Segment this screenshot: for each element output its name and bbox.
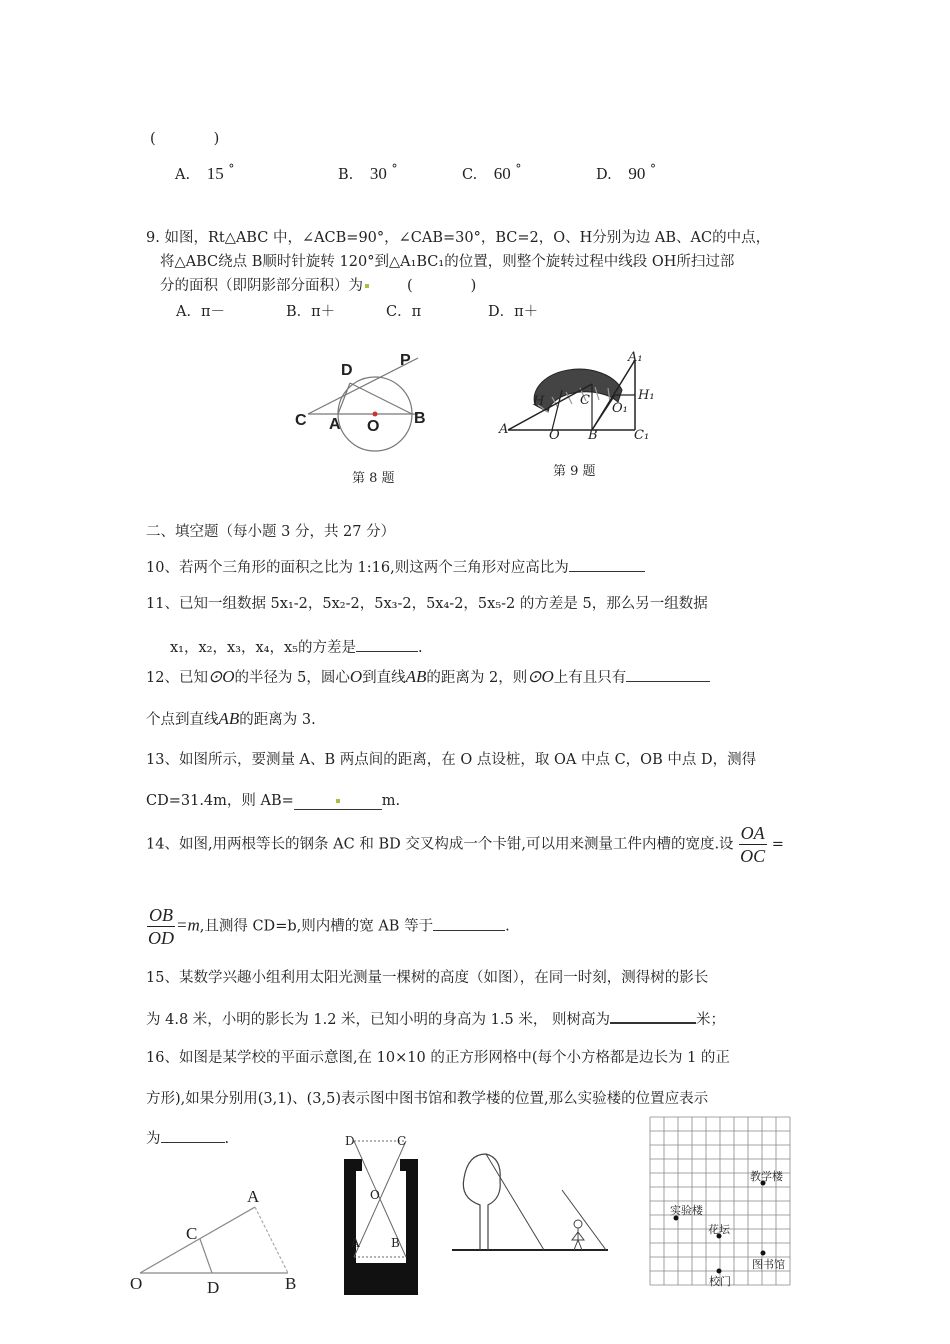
fig9-label-c1: C₁ [634,428,650,443]
figB-label-b: B [391,1236,400,1250]
q13-line1: 13、如图所示，要测量 A、B 两点间的距离，在 O 点设桩，取 OA 中点 C，OB 中点 D，测得 [146,752,757,768]
fig8-label-p: P [400,352,411,369]
q16-line3: 为 . [146,1131,230,1147]
q9-option-a: A．π－ [176,304,226,320]
q16-line1: 16、如图是某学校的平面示意图,在 10×10 的正方形网格中(每个小方格都是边长为 1 的正 [146,1050,730,1066]
figA-ab [255,1207,288,1273]
q11-line1: 11、已知一组数据 5x₁-2，5x₂-2，5x₃-2，5x₄-2，5x₅-2 的方差是 5，那么另一组数据 [146,596,708,612]
figure-calipers [340,1135,420,1297]
figC-person-body [572,1228,584,1250]
q12-blank[interactable] [626,681,710,682]
figC-tree-ray [486,1154,544,1250]
q9-line1: 9. 如图，Rt△ABC 中，∠ACB=90°，∠CAB=30°，BC=2，O、H分别为边 AB、AC的中点， [146,230,771,246]
fig8-caption: 第 8 题 [352,471,395,486]
q15-blank[interactable] [610,1022,696,1024]
q8-option-d: D. 90 ° [596,162,656,183]
fraction-oa-oc: $\frac{OA}{OC}$ [740,823,766,866]
figC-person-head [574,1220,582,1228]
q13-line2: CD=31.4m，则 AB= m. [146,793,401,809]
figure-tree-shadow [450,1150,610,1255]
q9-option-c: C．π [386,304,422,320]
q8-option-a: A. 15 ° [175,162,235,183]
figA-label-b: B [285,1274,297,1293]
figA-label-o: O [130,1274,143,1293]
q11-blank[interactable] [356,651,418,652]
figA-label-d: D [207,1278,220,1297]
mark-dot [365,284,369,288]
fig8-label-a: A [329,416,341,433]
grid-label-school-gate: 校门 [709,1275,731,1288]
grid-label-library: 图书馆 [752,1258,785,1271]
figA-oa [140,1207,255,1273]
fig9-label-b: B [588,428,598,443]
q13-blank[interactable] [294,793,382,810]
fig8-chord-da [338,383,350,414]
q9-line3: 分的面积（即阴影部分面积）为 ( ) [160,278,477,294]
q9-option-d: D．π＋ [488,304,539,320]
fig8-label-c: C [295,412,307,429]
figA-cd [200,1239,212,1273]
fig8-chord-db [350,383,412,414]
mark-dot [336,799,340,803]
q15-line1: 15、某数学兴趣小组利用太阳光测量一棵树的高度（如图），在同一时刻，测得树的影长 [146,970,709,986]
q16-blank[interactable] [161,1142,225,1143]
figB-label-c: C [397,1134,407,1148]
fig9-label-h1: H₁ [638,388,655,403]
q8-option-b: B. 30 ° [338,162,398,183]
fig9-label-a: A [499,422,509,437]
q9-line2: 将△ABC绕点 B顺时针旋转 120°到△A₁BC₁的位置，则整个旋转过程中线段 OH所扫过部 [160,254,735,270]
figB-label-d: D [345,1134,355,1148]
figC-person-ray [562,1190,606,1250]
grid-label-lab-building: 实验楼 [670,1204,703,1217]
fig8-label-b: B [414,410,426,427]
q9-option-b: B．π＋ [286,304,336,320]
figA-label-c: C [186,1224,198,1243]
fig8-label-o: O [367,418,380,435]
q15-line2: 为 4.8 米，小明的影长为 1.2 米，已知小明的身高为 1.5 米， 则树高为 米； [146,1012,725,1028]
q11-line2: x₁，x₂，x₃，x₄，x₅的方差是 . [170,640,423,656]
fig9-label-o: O [549,428,560,443]
dot-library [761,1251,766,1256]
fig9-label-a1: A₁ [628,350,643,365]
q10-blank[interactable] [569,571,645,572]
fig9-label-h: H [533,394,545,409]
q10: 10、若两个三角形的面积之比为 1:16,则这两个三角形对应高比为 [146,556,645,577]
figB-label-a: A [351,1236,360,1250]
fig9-label-c: C [580,393,590,408]
circle-o-symbol: ⊙O [207,667,235,686]
grid-label-teaching-building: 教学楼 [750,1170,783,1183]
q12-line1: 12、已知⊙O的半径为 5，圆心O到直线AB的距离为 2，则⊙O上有且只有 [146,666,710,687]
section-heading: 二、填空题（每小题 3 分，共 27 分） [146,524,396,540]
figA-label-a: A [247,1187,260,1206]
figB-label-o: O [370,1188,380,1202]
figB-workpiece [344,1159,418,1295]
fig9-caption: 第 9 题 [553,464,596,479]
q8-answer-paren: ( ) [150,131,220,147]
fig9-label-o1: O₁ [612,401,628,416]
circle-o-symbol: ⊙O [527,667,554,686]
fig8-center [373,412,378,417]
fraction-ob-od: $\frac{OB}{OD}$ [148,905,174,948]
q12-line2: 个点到直线AB的距离为 3. [146,709,316,728]
q14-line1: 14、如图,用两根等长的钢条 AC 和 BD 交叉构成一个卡钳,可以用来测量工件内槽的宽度.设 $\frac{OA}{OC}$ = [146,823,784,866]
q14-blank[interactable] [433,930,505,931]
q8-option-c: C. 60 ° [462,162,522,183]
q16-line2: 方形),如果分别用(3,1)、(3,5)表示图中图书馆和教学楼的位置,那么实验楼的位置应表示 [146,1091,709,1107]
figure-triangle-oab [140,1195,320,1285]
fig8-label-d: D [341,362,353,379]
q14-line2: $\frac{OB}{OD}$ =m,且测得 CD=b,则内槽的宽 AB 等于 . [148,905,510,948]
grid-label-flowerbed: 花坛 [708,1223,730,1236]
